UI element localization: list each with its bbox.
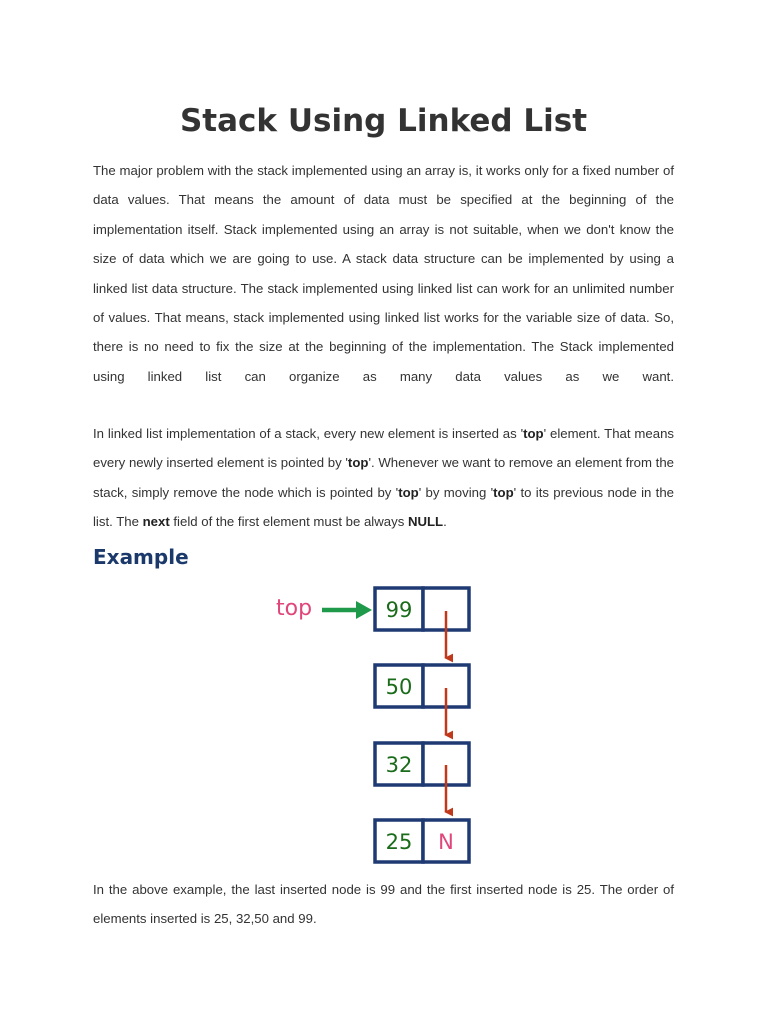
bold-term: top — [493, 484, 514, 500]
intro-paragraph: The major problem with the stack implemented using an array is, it works only for a fixed number of data values. That means the amount of data must be specified at the beginning of the implementation itself. Stack implemented using an array is not suitable, when we don't know the size of data which we are going to use. A stack data structure can be implemented by using a linked list data structure. The stack implemented using linked list can work for an unlimited number of values. That means, stack implemented using linked list works for the variable size of data. So, there is no need to fix the size at the beginning of the implementation. The Stack implemented using linked list can organize as many data values as we want. — [93, 163, 674, 384]
bold-term: next — [142, 514, 170, 530]
top-pointer-arrow — [322, 601, 372, 619]
example-explanation-paragraph: In the above example, the last inserted node is 99 and the first inserted node is 25. The order of elements inserted is 25, 32,50 and 99. — [93, 882, 674, 927]
node-value: 25 — [385, 830, 413, 854]
text-span: ' element. That means every newly inserted element is pointed by ' — [93, 426, 674, 471]
null-marker: N — [438, 830, 454, 854]
bold-term: top — [347, 455, 369, 471]
stack-node — [375, 743, 469, 785]
stack-node — [375, 665, 469, 707]
example-heading: Example — [93, 545, 189, 569]
text-span: '. Whenever we want to remove an element from the stack, simply remove the node which is pointed by ' — [93, 455, 674, 500]
node-value: 99 — [385, 598, 413, 622]
stack-linked-list-diagram — [272, 582, 476, 866]
text-span: . — [443, 514, 447, 530]
text-span: ' by moving ' — [418, 484, 494, 500]
node-value: 32 — [385, 753, 413, 777]
text-span: In linked list implementation of a stack, every new element is inserted as ' — [93, 426, 524, 441]
stack-node — [375, 820, 469, 862]
top-pointer-label: top — [276, 596, 313, 621]
top-pointer-paragraph — [93, 419, 674, 537]
page-title: Stack Using Linked List — [179, 103, 588, 139]
bold-term: top — [398, 484, 419, 500]
stack-node — [375, 588, 469, 630]
bold-term: top — [523, 426, 544, 441]
bold-term: NULL — [407, 514, 444, 530]
text-span: ' to its previous node in the list. The — [93, 484, 675, 530]
node-value: 50 — [385, 675, 413, 699]
text-span: field of the first element must be always — [169, 514, 408, 530]
